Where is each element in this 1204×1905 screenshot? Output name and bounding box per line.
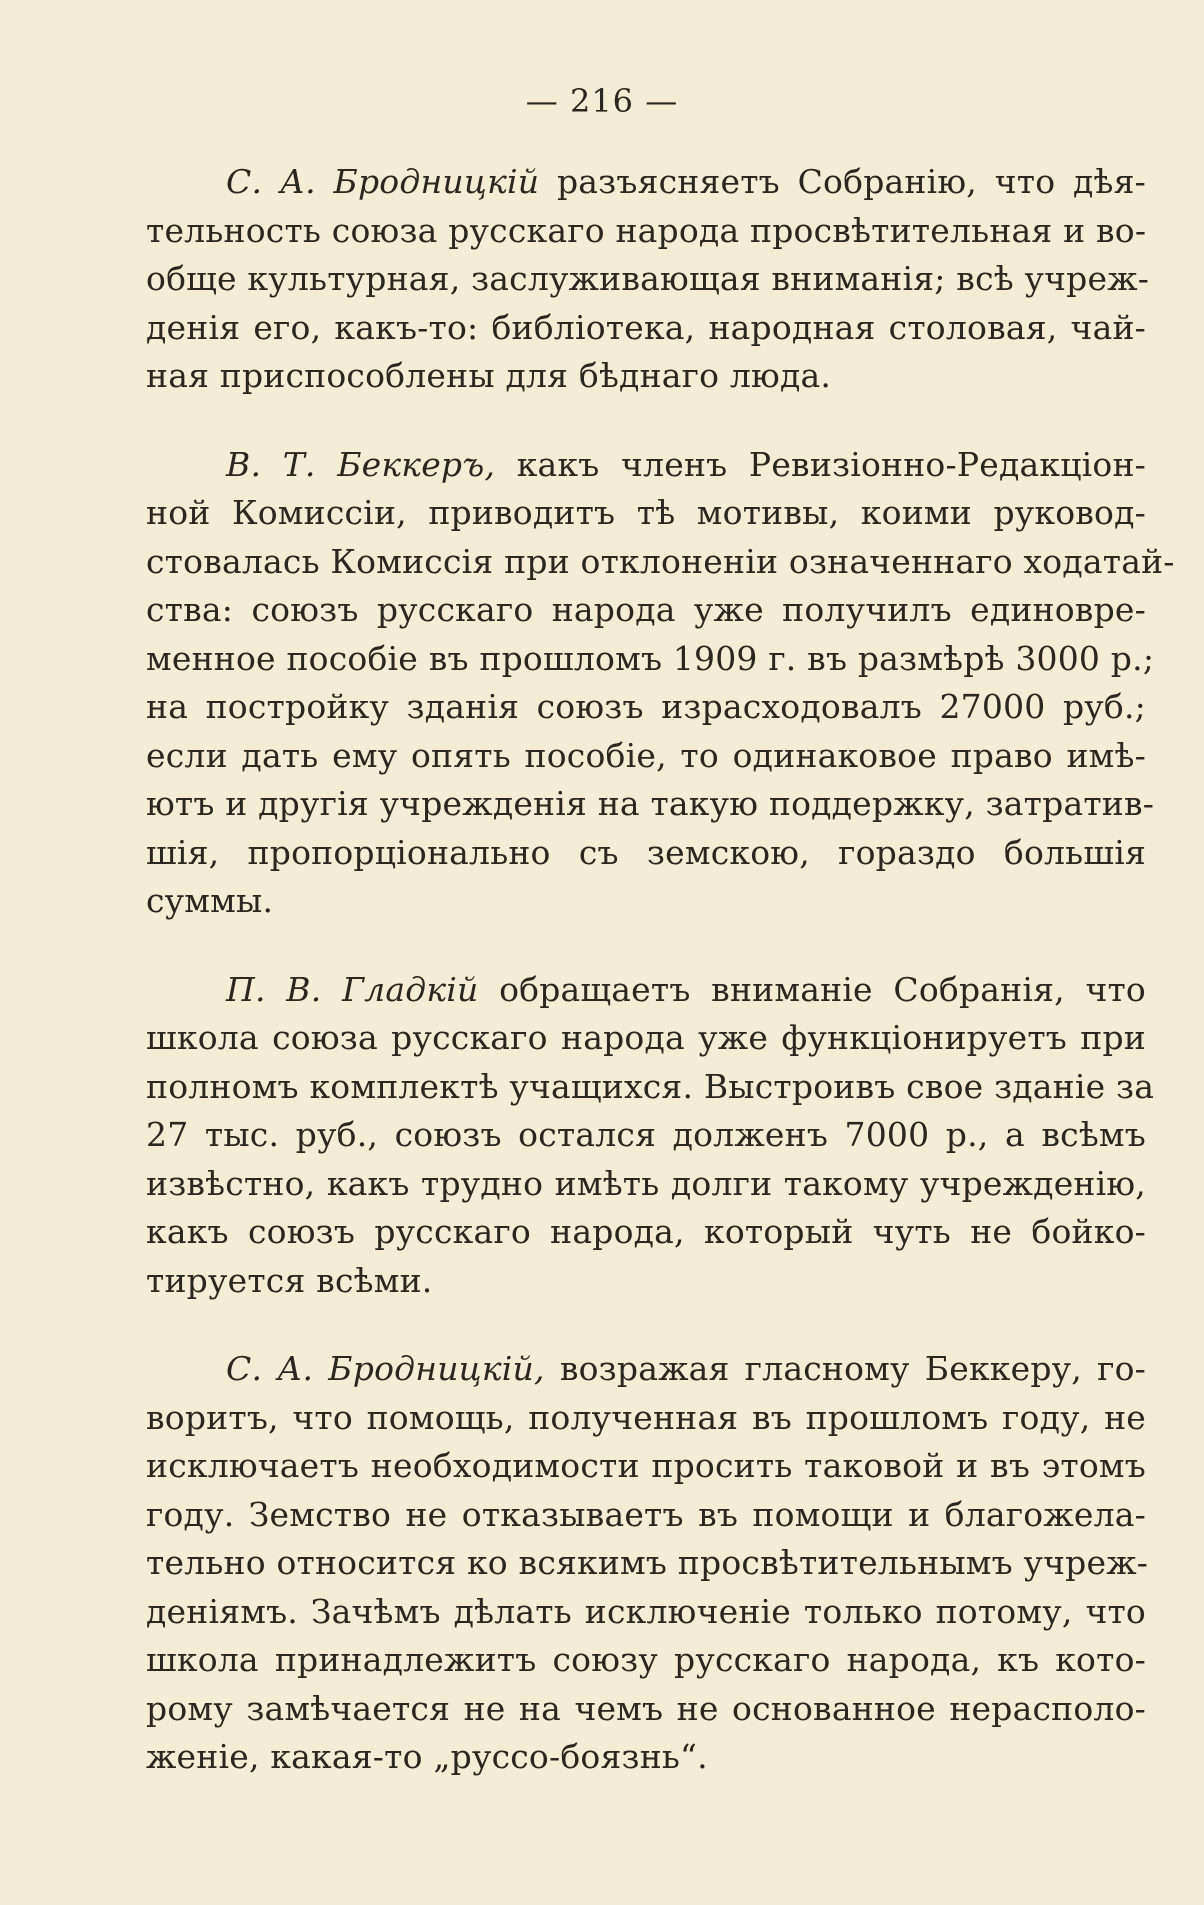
text-line: извѣстно, какъ трудно имѣть долги такому учрежденію, [146,1163,1146,1203]
text-line: какъ союзъ русскаго народа, который чуть не бойко- [146,1212,1146,1251]
page-number: — 216 — [525,82,679,120]
text-line: 27 тыс. руб., союзъ остался долженъ 7000 р., а всѣмъ [146,1115,1146,1154]
text-line: школа союза русскаго народа уже функціонируетъ при [146,1018,1146,1057]
text-line: ной Комиссіи, приводитъ тѣ мотивы, коими руковод- [146,493,1146,532]
text-line: исключаетъ необходимости просить таковой и въ этомъ [146,1446,1146,1485]
paragraph [146,1345,1149,1782]
text-line: полномъ комплектѣ учащихся. Выстроивъ свое зданіе за [146,1066,1155,1106]
text-line: тельность союза русскаго народа просвѣтительная и во- [146,210,1147,250]
text-line: менное пособіе въ прошломъ 1909 г. въ размѣрѣ 3000 р.; [146,638,1155,678]
text-line: ная приспособлены для бѣднаго люда. [146,356,832,395]
text-line: году. Земство не отказываетъ въ помощи и благожела- [146,1494,1146,1534]
text-line: П. В. Гладкій обращаетъ вниманіе Собранія, что [226,969,1146,1009]
body-text [146,158,1175,1782]
text-line: денія его, какъ-то: библіотека, народная столовая, чай- [146,307,1146,347]
text-line: рому замѣчается не на чемъ не основанное нерасполо- [146,1688,1146,1728]
speaker-name: С. А. Бродницкій, [226,1349,545,1388]
text-line: суммы. [146,881,274,920]
text-line: женіе, какая-то „руссо-боязнь“. [146,1737,708,1776]
speaker-name: В. Т. Беккеръ, [226,444,496,484]
text-line: С. А. Бродницкій, возражая гласному Беккеру, го- [226,1349,1146,1388]
text-line: тируется всѣми. [146,1260,433,1300]
text-line: тельно относится ко всякимъ просвѣтительнымъ учреж- [146,1543,1149,1582]
text-line: если дать ему опять пособіе, то одинаковое право имѣ- [146,735,1146,775]
text-line: ства: союзъ русскаго народа уже получилъ единовре- [146,590,1146,629]
paragraph [146,441,1175,926]
text-line: В. Т. Беккеръ, какъ членъ Ревизіонно-Редакціон- [226,444,1146,484]
text-line: обще культурная, заслуживающая вниманія; всѣ учреж- [146,259,1150,298]
text-line: на постройку зданія союзъ израсходовалъ 27000 руб.; [146,687,1146,726]
speaker-name: П. В. Гладкій [226,969,479,1009]
paragraph [146,966,1155,1306]
text-line: ютъ и другія учрежденія на такую поддержку, затратив- [146,784,1155,823]
text-line: школа принадлежитъ союзу русскаго народа, къ кото- [146,1640,1146,1679]
paragraph [146,158,1150,401]
text-line: деніямъ. Зачѣмъ дѣлать исключеніе только потому, что [146,1591,1146,1631]
text-line: стовалась Комиссія при отклоненіи означеннаго ходатай- [146,541,1175,581]
text-line: воритъ, что помощь, полученная въ прошломъ году, не [146,1397,1146,1437]
text-line: шія, пропорціонально съ земскою, гораздо большія [146,832,1146,872]
text-line: С. А. Бродницкій разъясняетъ Собранію, что дѣя- [226,162,1146,201]
speaker-name: С. А. Бродницкій [226,162,540,201]
